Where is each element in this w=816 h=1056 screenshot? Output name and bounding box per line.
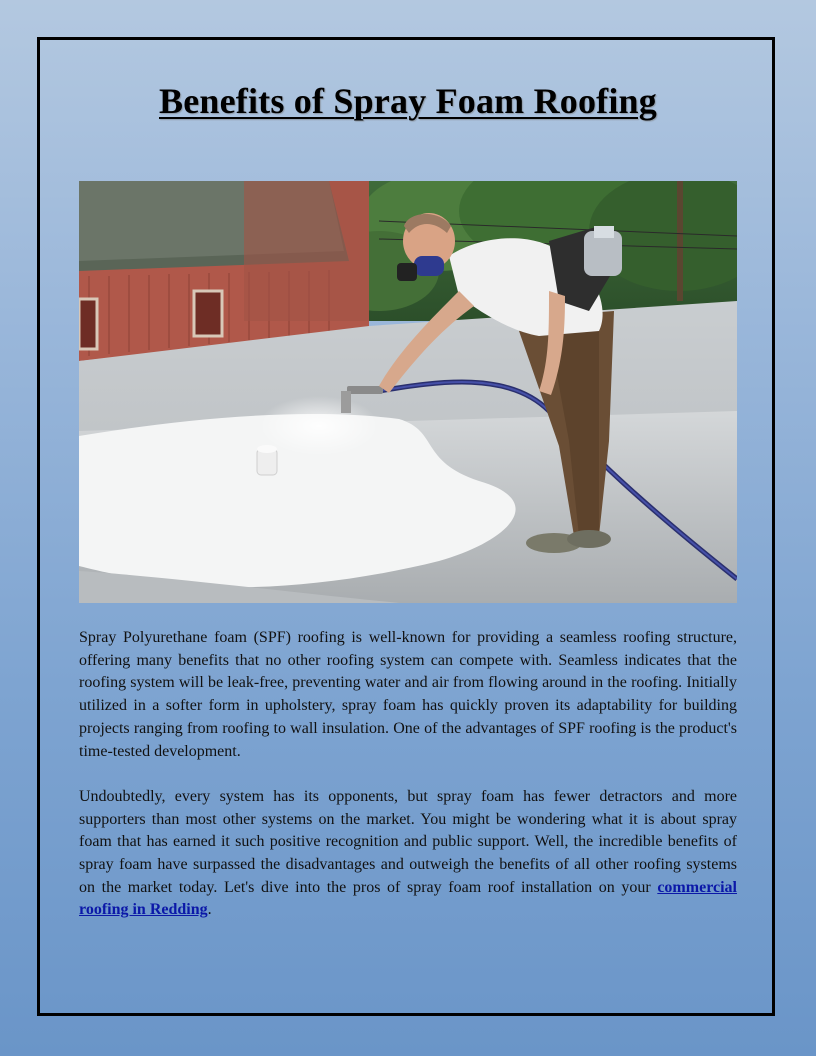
roof-spray-photo [79,181,737,603]
paragraph-intro: Spray Polyurethane foam (SPF) roofing is well-known for providing a seamless roofing structure, offering many benefits that no other roofing system can compete with. Seamless indicates that the roofing system will be leak-free, preventing water and air from flowing around in the roofing. Initially utilized in a softer form in upholstery, spray foam has quickly proven its adaptability for building projects ranging from roofing to wall insulation. One of the advantages of SPF roofing is the product's time-tested development. [79,629,737,760]
roof-spray-illustration [79,181,737,603]
paragraph-benefits-end: . [207,901,212,919]
commercial-roofing-link[interactable]: commercial roofing in Redding [79,878,737,919]
article-body [79,627,737,945]
paragraph-benefits [79,786,737,922]
paragraph-benefits-text: Undoubtedly, every system has its opponents, but spray foam has fewer detractors and more supporters than most other systems on the market. You might be wondering what it is about spray foam that has earned it such positive recognition and public support. Well, the incredible benefits of spray foam have surpassed the disadvantages and outweigh the benefits of all other roofing systems on the market today. Let's dive into the pros of spray foam roof installation on your [79,787,737,896]
page-title: Benefits of Spray Foam Roofing [159,81,657,121]
